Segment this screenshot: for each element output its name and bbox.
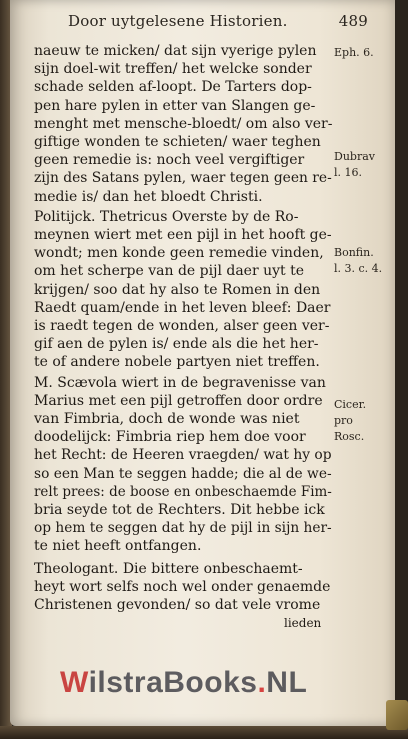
text-line: doodelijck: Fimbria riep hem doe voor (34, 429, 306, 446)
book-page (10, 0, 395, 726)
text-line: Raedt quam/ende in het leven bleef: Daer (34, 299, 331, 316)
running-title: Door uytgelesene Historien. (68, 12, 288, 30)
book-bottom-edge (0, 726, 408, 739)
margin-note-bonfin: Bonfin. (334, 246, 374, 259)
text-line: is raedt tegen de wonden, alser geen ver- (34, 318, 330, 334)
margin-note-rosc: Rosc. (334, 430, 365, 443)
text-line: het Recht: de Heeren vraegden/ wat hy op (34, 447, 332, 464)
text-line: giftige wonden te schieten/ waer teghen (34, 134, 321, 150)
margin-note-eph: Eph. 6. (334, 46, 374, 59)
text-line: krijgen/ soo dat hy also te Romen in den (34, 281, 321, 298)
text-line: Theologant. Die bittere onbeschaemt- (34, 560, 303, 577)
text-line: naeuw te micken/ dat sijn vyerige pylen (34, 43, 317, 59)
wilstrabooks-watermark: WilstraBooks.NL (60, 666, 308, 699)
text-line: wondt; men konde geen remedie vinden, (34, 245, 324, 262)
text-line: gif aen de pylen is/ ende als die het her- (34, 336, 319, 353)
text-line: pen hare pylen in etter van Slangen ge- (34, 97, 316, 114)
text-line: schade selden af-loopt. De Tarters dop- (34, 79, 312, 96)
text-line: zijn des Satans pylen, waer tegen geen re- (34, 170, 332, 187)
page-number: 489 (338, 12, 368, 30)
text-line: meynen wiert met een pijl in het hooft ge- (34, 227, 332, 243)
text-line: bria seyde tot de Rechters. Dit hebbe ick (34, 502, 325, 518)
margin-note-dubrav-ref: l. 16. (334, 166, 363, 179)
text-line: om het scherpe van de pijl daer uyt te (34, 263, 305, 280)
text-line: Politijck. Thetricus Overste by de Ro- (34, 208, 299, 225)
text-line: lieden (284, 616, 322, 631)
text-line: heyt wort selfs noch wel onder genaemde (34, 578, 331, 595)
margin-note-pro: pro (334, 414, 353, 427)
text-line: so een Man te seggen hadde; die al de we- (34, 465, 332, 482)
text-line: Marius met een pijl getroffen door ordre (34, 392, 323, 409)
text-line: relt prees: de boose en onbeschaemde Fim- (34, 483, 332, 500)
text-line: van Fimbria, doch de wonde was niet (34, 411, 300, 427)
text-line: menght met mensche-bloedt/ om also ver- (34, 115, 333, 132)
text-line: geen remedie is: noch veel vergiftiger (34, 152, 305, 169)
text-line: medie is/ dan het bloedt Christi. (34, 188, 263, 205)
text-line: M. Scævola wiert in de begravenisse van (34, 374, 326, 391)
running-header (68, 12, 368, 34)
text-line: sijn doel-wit treffen/ het welcke sonder (34, 61, 312, 78)
margin-note-cicer: Cicer. (334, 398, 367, 411)
text-line: Christenen gevonden/ so dat vele vrome (34, 597, 321, 613)
text-line: te of andere nobele partyen niet treffen. (34, 354, 320, 371)
margin-note-dubrav: Dubrav (334, 150, 375, 163)
text-line: op hem te seggen dat hy de pijl in sijn her- (34, 520, 332, 537)
text-line: te niet heeft ontfangen. (34, 538, 202, 555)
margin-note-bonfin-ref: l. 3. c. 4. (334, 262, 383, 275)
page-clip (386, 700, 408, 730)
